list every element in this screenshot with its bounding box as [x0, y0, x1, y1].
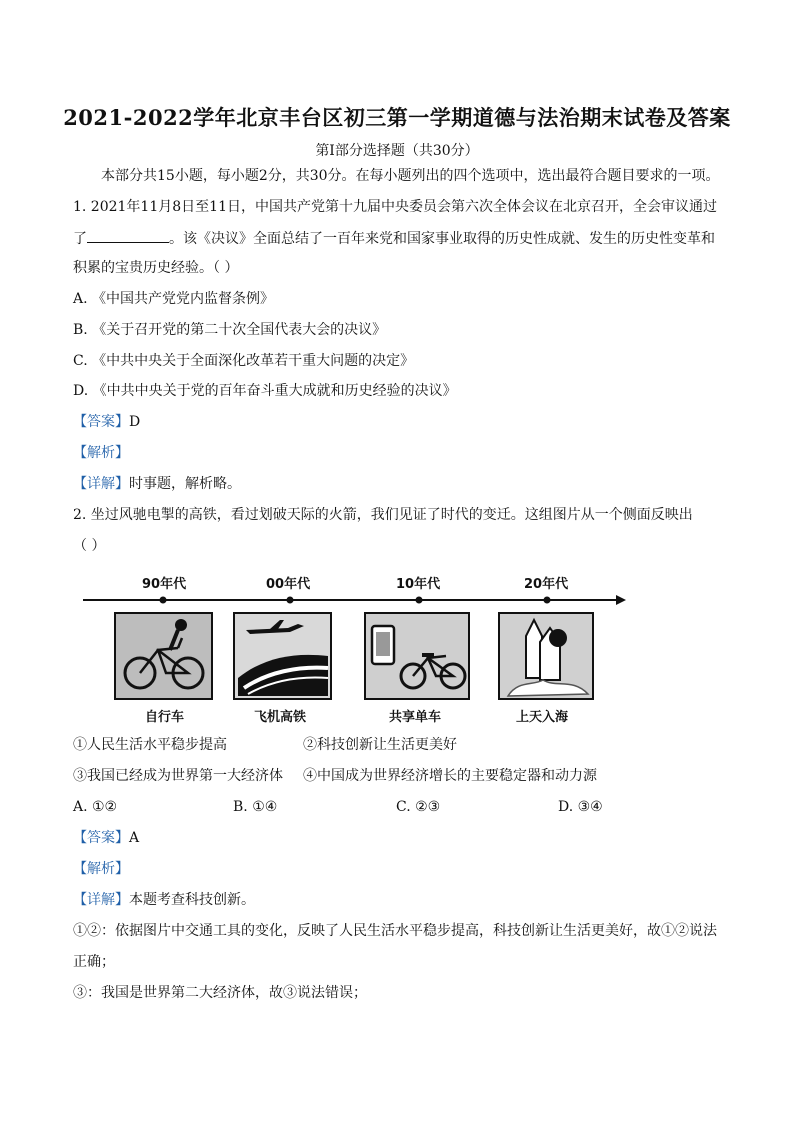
q2-explain-line1: ①②：依据图片中交通工具的变化，反映了人民生活水平稳步提高，科技创新让生活更美好，故①②说法 [73, 923, 717, 939]
q2-choice-c: C. ②③ [396, 799, 441, 815]
era-label-20s: 20年代 [524, 577, 569, 592]
q2-explain-line2: 正确； [73, 954, 115, 970]
page-title: 2021-2022学年北京丰台区初三第一学期道德与法治期末试卷及答案 [63, 105, 731, 130]
analysis-tag: 【解析】 [73, 861, 129, 877]
timeline-dot-10s [416, 597, 423, 604]
timeline-dot-90s [160, 597, 167, 604]
rocket-icon [499, 613, 593, 699]
q1-stem-line2 [73, 228, 733, 249]
q2-choice-b: B. ①④ [233, 799, 278, 815]
detail-text: 本题考查科技创新。 [129, 892, 255, 908]
q1-option-a: A. 《中国共产党党内监督条例》 [73, 291, 275, 307]
era-label-10s: 10年代 [396, 577, 441, 592]
analysis-tag: 【解析】 [73, 445, 129, 461]
q1-stem-line3: 积累的宝贵历史经验。（ ） [73, 260, 239, 276]
q1-stem-suffix: 。该《决议》全面总结了一百年来党和国家事业取得的历史性成就、发生的历史性变革和 [169, 231, 715, 247]
timeline-svg [78, 568, 638, 728]
plane-train-icon [234, 613, 331, 699]
shared-bike-icon [365, 613, 469, 699]
caption-bicycle: 自行车 [145, 710, 185, 725]
detail-tag: 【详解】 [73, 892, 129, 908]
timeline-figure [78, 568, 638, 728]
q2-stem-line2: （ ） [73, 538, 106, 554]
q1-detail [73, 474, 733, 494]
caption-plane-train: 飞机高铁 [254, 710, 307, 725]
timeline-arrowhead [616, 595, 626, 605]
q2-statement-4: ④中国成为世界经济增长的主要稳定器和动力源 [303, 768, 597, 784]
q1-stem-prefix: 了 [73, 231, 87, 247]
q1-option-b: B. 《关于召开党的第二十次全国代表大会的决议》 [73, 322, 387, 338]
bicycle-icon [115, 613, 212, 699]
q2-stem-line1: 2. 坐过风驰电掣的高铁，看过划破天际的火箭，我们见证了时代的变迁。这组图片从一个侧面反映出 [73, 507, 693, 523]
era-label-00s: 00年代 [266, 577, 311, 592]
timeline-dot-20s [544, 597, 551, 604]
q2-analysis [73, 859, 733, 879]
detail-text: 时事题，解析略。 [129, 476, 241, 492]
q2-choice-d: D. ③④ [558, 799, 603, 815]
q1-option-d: D. 《中共中央关于党的百年奋斗重大成就和历史经验的决议》 [73, 383, 457, 399]
caption-rocket: 上天入海 [516, 710, 569, 725]
answer-tag: 【答案】 [73, 414, 129, 430]
era-label-90s: 90年代 [142, 577, 187, 592]
detail-tag: 【详解】 [73, 476, 129, 492]
q1-blank [87, 228, 169, 243]
q1-analysis [73, 443, 733, 463]
q1-stem-line1: 1. 2021年11月8日至11日，中国共产党第十九届中央委员会第六次全体会议在北京召开，全会审议通过 [73, 199, 717, 215]
q2-statement-2: ②科技创新让生活更美好 [303, 737, 457, 753]
q1-answer [73, 412, 733, 432]
q2-statement-3: ③我国已经成为世界第一大经济体 [73, 768, 283, 784]
q2-choice-a: A. ①② [73, 799, 118, 815]
answer-tag: 【答案】 [73, 830, 129, 846]
q1-option-c: C. 《中共中央关于全面深化改革若干重大问题的决定》 [73, 353, 415, 369]
q2-detail [73, 890, 733, 910]
caption-shared-bike: 共享单车 [389, 710, 442, 725]
q2-explain-line3: ③：我国是世界第二大经济体，故③说法错误； [73, 985, 367, 1001]
section-heading: 第Ⅰ部分选择题（共30分） [315, 143, 479, 159]
answer-value: A [129, 830, 140, 846]
q2-statement-1: ①人民生活水平稳步提高 [73, 737, 227, 753]
timeline-dot-00s [287, 597, 294, 604]
q2-answer [73, 828, 733, 848]
answer-value: D [129, 414, 141, 430]
section-intro: 本部分共15小题，每小题2分，共30分。在每小题列出的四个选项中，选出最符合题目要求的一项。 [101, 168, 720, 184]
